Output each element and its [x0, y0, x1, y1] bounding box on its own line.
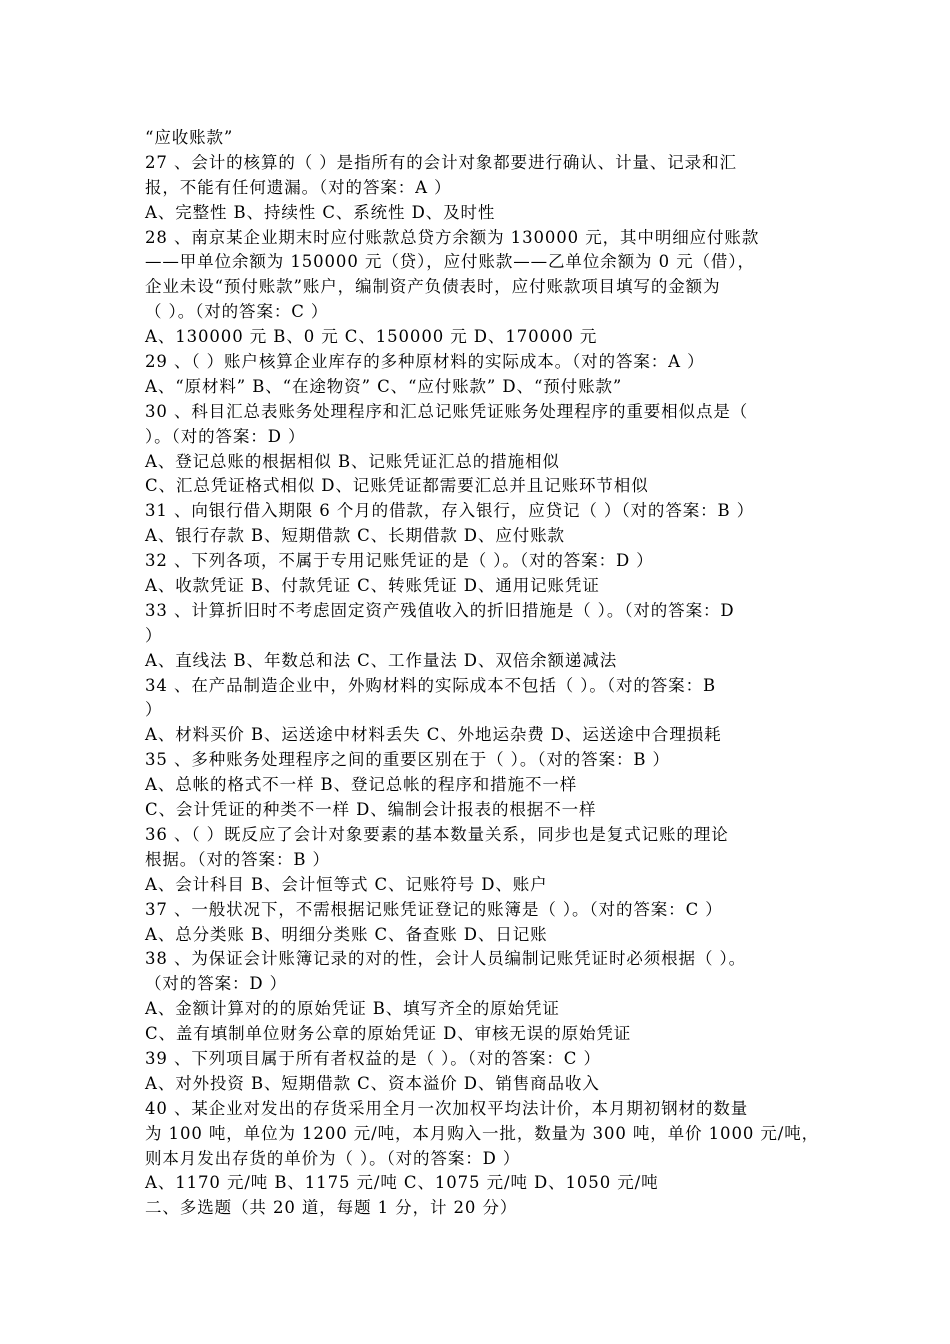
question-line: 36 、（ ）既反应了会计对象要素的基本数量关系，同步也是复式记账的理论: [145, 824, 729, 844]
options-line: A、总分类账 B、明细分类账 C、备查账 D、日记账: [145, 924, 548, 944]
options-line: A、对外投资 B、短期借款 C、资本溢价 D、销售商品收入: [145, 1073, 600, 1093]
options-line: A、总帐的格式不一样 B、登记总帐的程序和措施不一样: [145, 775, 578, 795]
options-line: C、会计凭证的种类不一样 D、编制会计报表的根据不一样: [145, 800, 597, 820]
options-line: A、130000 元 B、0 元 C、150000 元 D、170000 元: [145, 327, 598, 347]
document-body: [145, 126, 825, 1221]
question-line: 31 、向银行借入期限 6 个月的借款，存入银行，应贷记（ ）（对的答案：B ）: [145, 501, 755, 521]
question-line: 35 、多种账务处理程序之间的重要区别在于（ ）。（对的答案：B ）: [145, 750, 670, 770]
question-line: ）。（对的答案：D ）: [145, 426, 306, 446]
options-line: A、会计科目 B、会计恒等式 C、记账符号 D、账户: [145, 874, 548, 894]
options-line: A、材料买价 B、运送途中材料丢失 C、外地运杂费 D、运送途中合理损耗: [145, 725, 722, 745]
question-line: 38 、为保证会计账簿记录的对的性，会计人员编制记账凭证时必须根据（ ）。: [145, 949, 747, 969]
options-line: A、“原材料” B、“在途物资” C、“应付账款” D、“预付账款”: [145, 376, 623, 396]
question-line: ）: [145, 700, 163, 720]
options-line: A、完整性 B、持续性 C、系统性 D、及时性: [145, 202, 496, 222]
options-line: A、1170 元/吨 B、1175 元/吨 C、1075 元/吨 D、1050 元/吨: [145, 1173, 659, 1193]
options-line: A、银行存款 B、短期借款 C、长期借款 D、应付账款: [145, 526, 565, 546]
section-heading: 二、多选题（共 20 道，每题 1 分，计 20 分）: [145, 1198, 518, 1218]
question-line: 30 、科目汇总表账务处理程序和汇总记账凭证账务处理程序的重要相似点是（: [145, 401, 749, 421]
question-line: 40 、某企业对发出的存货采用全月一次加权平均法计价，本月期初钢材的数量: [145, 1098, 749, 1118]
question-line: 33 、计算折旧时不考虑固定资产残值收入的折旧措施是（ ）。（对的答案：D: [145, 600, 735, 620]
options-line: A、收款凭证 B、付款凭证 C、转账凭证 D、通用记账凭证: [145, 576, 600, 596]
text-line: “应收账款”: [145, 128, 234, 147]
options-line: A、直线法 B、年数总和法 C、工作量法 D、双倍余额递减法: [145, 650, 618, 670]
question-line: 28 、南京某企业期末时应付账款总贷方余额为 130000 元，其中明细应付账款: [145, 227, 760, 247]
question-line: 27 、会计的核算的（ ）是指所有的会计对象都要进行确认、计量、记录和汇: [145, 152, 737, 172]
question-line: 32 、下列各项，不属于专用记账凭证的是（ ）。（对的答案：D ）: [145, 551, 654, 571]
question-line: ）: [145, 625, 163, 645]
question-line: 根据。（对的答案：B ）: [145, 849, 330, 869]
question-line: 29 、（ ）账户核算企业库存的多种原材料的实际成本。（对的答案：A ）: [145, 352, 705, 372]
question-line: ——甲单位余额为 150000 元（贷），应付账款——乙单位余额为 0 元（借），: [145, 252, 755, 272]
question-line: 企业未设“预付账款”账户，编制资产负债表时，应付账款项目填写的金额为: [145, 277, 721, 297]
question-line: （对的答案：D ）: [145, 974, 288, 994]
options-line: A、登记总账的根据相似 B、记账凭证汇总的措施相似: [145, 451, 560, 471]
question-line: 39 、下列项目属于所有者权益的是（ ）。（对的答案：C ）: [145, 1048, 601, 1068]
options-line: C、汇总凭证格式相似 D、记账凭证都需要汇总并且记账环节相似: [145, 476, 649, 496]
question-line: 37 、一般状况下，不需根据记账凭证登记的账簿是（ ）。（对的答案：C ）: [145, 899, 723, 919]
question-line: 34 、在产品制造企业中，外购材料的实际成本不包括（ ）。（对的答案：B: [145, 675, 717, 695]
options-line: C、盖有填制单位财务公章的原始凭证 D、审核无误的原始凭证: [145, 1024, 632, 1044]
question-line: 为 100 吨，单位为 1200 元/吨，本月购入一批，数量为 300 吨，单价 1000 元/吨，: [145, 1123, 820, 1143]
question-line: 则本月发出存货的单价为（ ）。（对的答案：D ）: [145, 1148, 521, 1168]
question-line: 报，不能有任何遗漏。（对的答案：A ）: [145, 177, 452, 197]
question-line: （ ）。（对的答案：C ）: [145, 302, 329, 322]
options-line: A、金额计算对的的原始凭证 B、填写齐全的原始凭证: [145, 999, 560, 1019]
